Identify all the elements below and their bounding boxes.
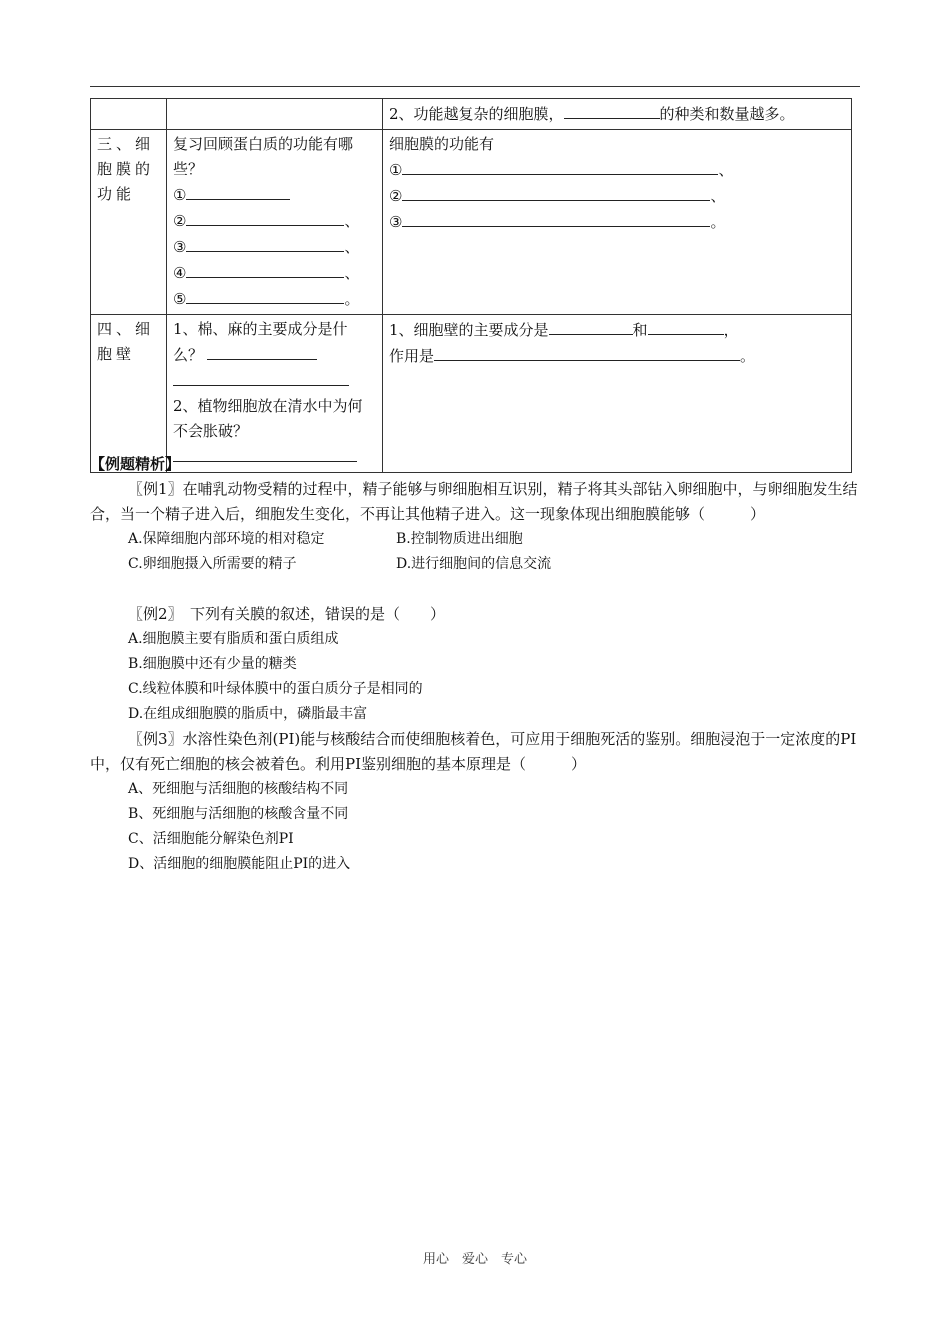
section-title: 【例题精析】 — [90, 455, 181, 473]
answer-line: ③ 、 — [173, 234, 376, 260]
worksheet-table — [90, 98, 852, 473]
answer-line: ④ 、 — [173, 260, 376, 286]
blank-line[interactable] — [564, 101, 660, 119]
blank-line[interactable] — [186, 260, 344, 278]
option-d[interactable]: D.在组成细胞膜的脂质中，磷脂最丰富 — [128, 706, 368, 722]
blank-line[interactable] — [207, 342, 317, 360]
blank-line[interactable] — [173, 368, 349, 386]
summary-cell: 2、功能越复杂的细胞膜， 的种类和数量越多。 — [383, 99, 852, 130]
blank-line[interactable] — [434, 343, 740, 361]
options-row — [90, 552, 862, 577]
option-b[interactable]: B、死细胞与活细胞的核酸含量不同 — [128, 806, 349, 822]
option-c[interactable]: C.卵细胞摄入所需要的精子 — [128, 556, 297, 572]
example-1-question: 〖例1〗在哺乳动物受精的过程中，精子能够与卵细胞相互识别，精子将其头部钻入卵细胞中，与卵细胞发生结合，当一个精子进入后，细胞发生变化，不再让其他精子进入。这一现象体现出细胞膜能够（ ） — [90, 480, 858, 523]
option-b[interactable]: B.控制物质进出细胞 — [396, 531, 523, 547]
review-question: 1、棉、麻的主要成分是什么？ — [173, 320, 348, 364]
summary-cell: 1、细胞壁的主要成分是 和 ， 作用是 。 — [383, 315, 852, 473]
blank-line[interactable] — [186, 286, 344, 304]
option-c[interactable]: C、活细胞能分解染色剂PI — [128, 831, 294, 847]
examples-section — [90, 452, 862, 877]
table-row — [91, 130, 852, 315]
answer-line: ② 、 — [389, 183, 845, 209]
option-a[interactable]: A、死细胞与活细胞的核酸结构不同 — [128, 781, 349, 797]
options-row — [90, 527, 862, 552]
blank-line[interactable] — [186, 182, 290, 200]
option-a[interactable]: A.保障细胞内部环境的相对稳定 — [128, 531, 325, 547]
summary-question: 细胞膜的功能有 — [389, 135, 495, 153]
blank-line[interactable] — [186, 234, 344, 252]
answer-line: ② 、 — [173, 208, 376, 234]
review-cell — [167, 130, 383, 315]
option-d[interactable]: D.进行细胞间的信息交流 — [396, 556, 552, 572]
section-cell-empty — [91, 99, 167, 130]
blank-line[interactable] — [549, 317, 633, 335]
review-cell-empty — [167, 99, 383, 130]
blank-line[interactable] — [186, 208, 344, 226]
table-row — [91, 99, 852, 130]
blank-line[interactable] — [402, 209, 710, 227]
answer-line: ③ 。 — [389, 209, 845, 235]
example-3-question: 〖例3〗水溶性染色剂(PI)能与核酸结合而使细胞核着色，可应用于细胞死活的鉴别。细胞浸泡于一定浓度的PI中，仅有死亡细胞的核会被着色。利用PI鉴别细胞的基本原理是（ ） — [90, 730, 857, 773]
example-2-question: 〖例2〗 下列有关膜的叙述，错误的是（ ） — [128, 605, 446, 623]
option-b[interactable]: B.细胞膜中还有少量的糖类 — [128, 656, 297, 672]
review-cell — [167, 315, 383, 473]
option-a[interactable]: A.细胞膜主要有脂质和蛋白质组成 — [128, 631, 339, 647]
section-cell: 四、细胞壁 — [91, 315, 167, 473]
blank-line[interactable] — [402, 183, 710, 201]
header-rule — [90, 86, 860, 87]
blank-line[interactable] — [402, 157, 718, 175]
option-d[interactable]: D、活细胞的细胞膜能阻止PI的进入 — [128, 856, 351, 872]
answer-line: ⑤ 。 — [173, 286, 376, 312]
page-footer: 用心 爱心 专心 — [422, 1252, 527, 1267]
blank-line[interactable] — [648, 317, 724, 335]
section-cell: 三、细胞膜的功能 — [91, 130, 167, 315]
answer-line: ① 、 — [389, 157, 845, 183]
review-question: 复习回顾蛋白质的功能有哪些？ — [173, 135, 354, 178]
review-question: 2、植物细胞放在清水中为何不会胀破？ — [173, 397, 363, 440]
table-row — [91, 315, 852, 473]
summary-cell — [383, 130, 852, 315]
option-c[interactable]: C.线粒体膜和叶绿体膜中的蛋白质分子是相同的 — [128, 681, 423, 697]
answer-line: ① — [173, 182, 376, 208]
